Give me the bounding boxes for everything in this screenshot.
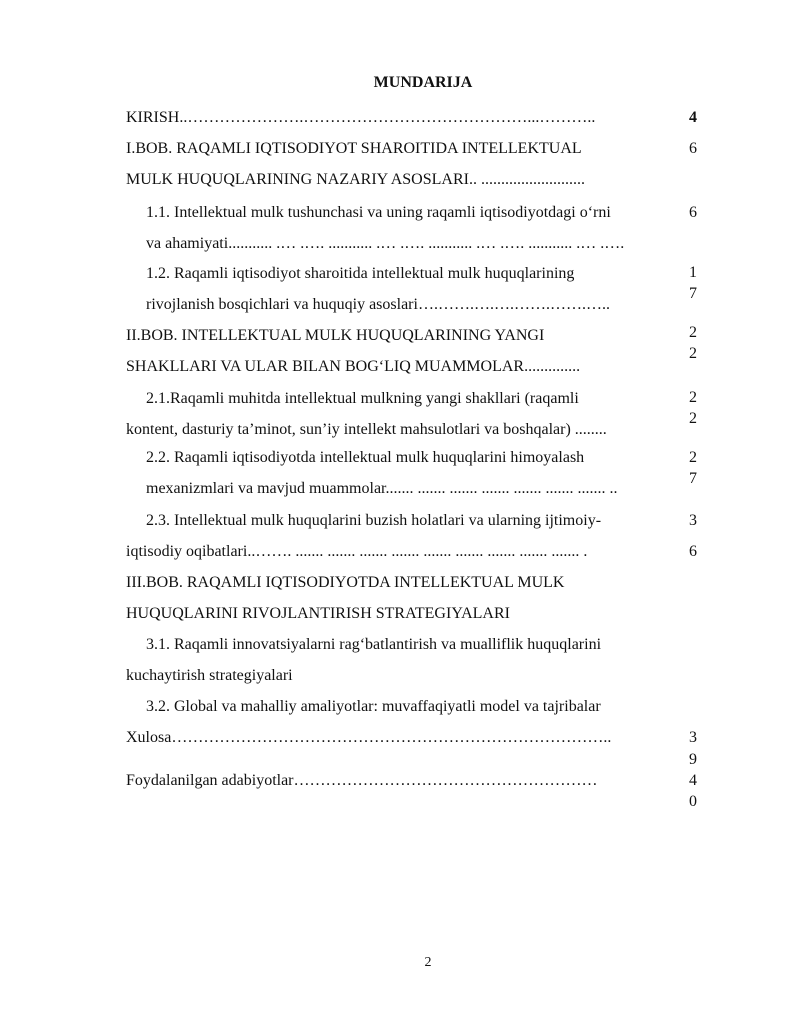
toc-entry-text: I.BOB. RAQAMLI IQTISODIYOT SHAROITIDA INTELLEKTUAL — [126, 140, 582, 157]
toc-page-number-digit-2: 0 — [689, 793, 697, 810]
toc-entry-text: II.BOB. INTELLEKTUAL MULK HUQUQLARINING YANGI — [126, 327, 545, 344]
toc-entry-text: 3.2. Global va mahalliy amaliyotlar: muvaffaqiyatli model va tajribalar — [146, 698, 601, 715]
toc-entry-text-continued: SHAKLLARI VA ULAR BILAN BOG‘LIQ MUAMMOLAR.............. — [126, 358, 581, 375]
page-number: 2 — [424, 955, 432, 970]
toc-page-number-digit-1: 2 — [689, 324, 697, 341]
toc-page-number-digit-2: 9 — [689, 751, 697, 768]
toc-entry-chapter-1 — [126, 133, 700, 197]
toc-entry-text: III.BOB. RAQAMLI IQTISODIYOTDA INTELLEKTUAL MULK — [126, 574, 565, 591]
toc-title: MUNDARIJA — [373, 74, 473, 91]
toc-entry-text: 2.1.Raqamli muhitda intellektual mulkning yangi shakllari (raqamli — [146, 390, 579, 407]
toc-entry-section-2-3 — [126, 505, 700, 569]
toc-entry-text: 2.2. Raqamli iqtisodiyotda intellektual mulk huquqlarini himoyalash — [146, 449, 585, 466]
toc-page-number: 6 — [689, 140, 697, 157]
toc-entry-section-3-2 — [126, 691, 700, 723]
toc-page-number-digit-2: 2 — [689, 345, 697, 362]
toc-entry-text-continued: HUQUQLARINI RIVOJLANTIRISH STRATEGIYALARI — [126, 605, 510, 622]
toc-page-number-digit-1: 2 — [689, 449, 697, 466]
toc-entry-kirish — [126, 102, 700, 134]
toc-page-number: 6 — [689, 204, 697, 221]
toc-entry-chapter-3 — [126, 567, 700, 631]
toc-entry-chapter-2 — [126, 320, 700, 384]
toc-page-number-digit-1: 2 — [689, 389, 697, 406]
toc-entry-text: 3.1. Raqamli innovatsiyalarni rag‘batlantirish va mualliflik huquqlarini — [146, 636, 602, 653]
toc-entry-text: Foydalanilgan adabiyotlar………………………………………………… — [126, 772, 598, 789]
toc-page-number-digit-1: 3 — [689, 512, 697, 529]
toc-entry-section-2-1 — [126, 383, 700, 447]
toc-entry-text-continued: kuchaytirish strategiyalari — [126, 667, 293, 684]
toc-entry-bibliography — [126, 765, 700, 829]
toc-entry-text-continued: va ahamiyati........... .… .…. ........... .… .…. ........... .… .…. ........... .… .…. — [146, 235, 625, 252]
toc-entry-text-continued: MULK HUQUQLARINING NAZARIY ASOSLARI.. .......................... — [126, 171, 585, 188]
toc-page-number-digit-2: 2 — [689, 410, 697, 427]
toc-entry-text: 1.2. Raqamli iqtisodiyot sharoitida intellektual mulk huquqlarining — [146, 265, 575, 282]
toc-page-number-digit-1: 3 — [689, 729, 697, 746]
toc-entry-section-1-1 — [126, 197, 700, 261]
toc-entry-text: KIRISH..………………….……………………………………...……….. — [126, 109, 596, 126]
toc-page-number-digit-2: 7 — [689, 470, 697, 487]
toc-page-number-digit-2: 7 — [689, 285, 697, 302]
toc-entry-text-continued: mexanizmlari va mavjud muammolar....... ....... ....... ....... ....... ....... ....... .. — [146, 480, 618, 497]
toc-entry-text: Xulosa……………………………………………………………………….. — [126, 729, 612, 746]
toc-page-number-digit-1: 1 — [689, 264, 697, 281]
toc-entry-section-3-1 — [126, 629, 700, 693]
toc-entry-text: 1.1. Intellektual mulk tushunchasi va uning raqamli iqtisodiyotdagi o‘rni — [146, 204, 611, 221]
toc-entry-text-continued: iqtisodiy oqibatlari..……. ....... ....... ....... ....... ....... ....... ....... ....... ....... . — [126, 543, 588, 560]
toc-entry-section-2-2 — [126, 442, 700, 506]
toc-page-number-digit-2: 6 — [689, 543, 697, 560]
toc-page-number: 4 — [689, 109, 697, 126]
toc-page-number-digit-1: 4 — [689, 772, 697, 789]
toc-entry-text-continued: rivojlanish bosqichlari va huquqiy asoslari….…….….….…….…….….. — [146, 296, 610, 313]
toc-entry-text: 2.3. Intellektual mulk huquqlarini buzish holatlari va ularning ijtimoiy- — [146, 512, 602, 529]
toc-entry-text-continued: kontent, dasturiy ta’minot, sun’iy intellekt mahsulotlari va boshqalar) ........ — [126, 421, 607, 438]
toc-entry-section-1-2 — [126, 258, 700, 322]
